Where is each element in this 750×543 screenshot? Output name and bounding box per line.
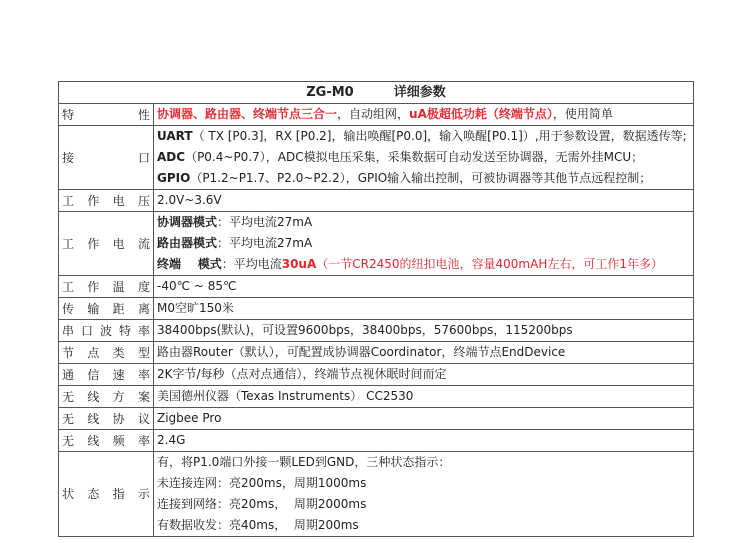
row-label: 传 输 距 离 bbox=[59, 298, 154, 320]
model-name: ZG-M0 bbox=[306, 84, 354, 100]
nodetype-row bbox=[59, 342, 694, 364]
row-label: 工 作 电 压 bbox=[59, 190, 154, 212]
nodetype-value: 路由器Router（默认），可配置成协调器Coordinator，终端节点EndDevice bbox=[154, 342, 694, 364]
voltage-value: 2.0V~3.6V bbox=[154, 190, 694, 212]
gpio-line: GPIO（P1.2~P1.7、P2.0~P2.2），GPIO输入输出控制，可被协调器等其他节点远程控制； bbox=[157, 171, 652, 185]
row-label: 无 线 协 议 bbox=[59, 408, 154, 430]
table-title bbox=[59, 82, 694, 104]
current-value bbox=[154, 212, 694, 276]
freq-value: 2.4G bbox=[154, 430, 694, 452]
title-text: 详细参数 bbox=[393, 84, 446, 100]
status-line: 连接到网络：亮20ms， 周期2000ms bbox=[157, 497, 367, 511]
temp-value: -40℃ ~ 85℃ bbox=[154, 276, 694, 298]
spec-table bbox=[58, 81, 694, 537]
rate-row bbox=[59, 364, 694, 386]
adc-line: ADC（P0.4~P0.7），ADC模拟电压采集，采集数据可自动发送至协调器，无需外挂MCU； bbox=[157, 150, 644, 164]
coordinator-current: 协调器模式：平均电流27mA bbox=[157, 215, 313, 229]
feature-value: 协调器、路由器、终端节点三合一，自动组网，uA极超低功耗（终端节点），使用简单 bbox=[154, 104, 694, 126]
status-value bbox=[154, 452, 694, 537]
row-label: 工 作 温 度 bbox=[59, 276, 154, 298]
protocol-row bbox=[59, 408, 694, 430]
row-label: 工 作 电 流 bbox=[59, 212, 154, 276]
row-label: 接 口 bbox=[59, 126, 154, 190]
row-label: 通 信 速 率 bbox=[59, 364, 154, 386]
protocol-value: Zigbee Pro bbox=[154, 408, 694, 430]
row-label: 无 线 方 案 bbox=[59, 386, 154, 408]
solution-value: 美国德州仪器（Texas Instruments） CC2530 bbox=[154, 386, 694, 408]
row-label: 节 点 类 型 bbox=[59, 342, 154, 364]
interface-value bbox=[154, 126, 694, 190]
baud-value: 38400bps(默认)，可设置9600bps，38400bps，57600bps，115200bps bbox=[154, 320, 694, 342]
interface-row bbox=[59, 126, 694, 190]
current-row bbox=[59, 212, 694, 276]
status-line: 有，将P1.0端口外接一颗LED到GND，三种状态指示： bbox=[157, 455, 451, 469]
enddevice-current: 终端 模式：平均电流30uA（一节CR2450的纽扣电池，容量400mAH左右，可工作1年多） bbox=[157, 257, 663, 271]
title-row bbox=[59, 82, 694, 104]
freq-row bbox=[59, 430, 694, 452]
uart-line: UART（ TX [P0.3]，RX [P0.2]，输出唤醒[P0.0]，输入唤醒[P0.1]）,用于参数设置，数据透传等; bbox=[157, 129, 687, 143]
feature-row bbox=[59, 104, 694, 126]
rate-value: 2K字节/每秒（点对点通信），终端节点视休眠时间而定 bbox=[154, 364, 694, 386]
status-line: 未连接连网：亮200ms，周期1000ms bbox=[157, 476, 367, 490]
row-label: 无 线 频 率 bbox=[59, 430, 154, 452]
row-label: 特 性 bbox=[59, 104, 154, 126]
baud-row bbox=[59, 320, 694, 342]
row-label: 串 口 波 特 率 bbox=[59, 320, 154, 342]
solution-row bbox=[59, 386, 694, 408]
voltage-row bbox=[59, 190, 694, 212]
status-line: 有数据收发：亮40ms， 周期200ms bbox=[157, 518, 359, 532]
distance-row bbox=[59, 298, 694, 320]
row-label: 状 态 指 示 bbox=[59, 452, 154, 537]
status-row bbox=[59, 452, 694, 537]
temp-row bbox=[59, 276, 694, 298]
distance-value: M0空旷150米 bbox=[154, 298, 694, 320]
router-current: 路由器模式：平均电流27mA bbox=[157, 236, 313, 250]
